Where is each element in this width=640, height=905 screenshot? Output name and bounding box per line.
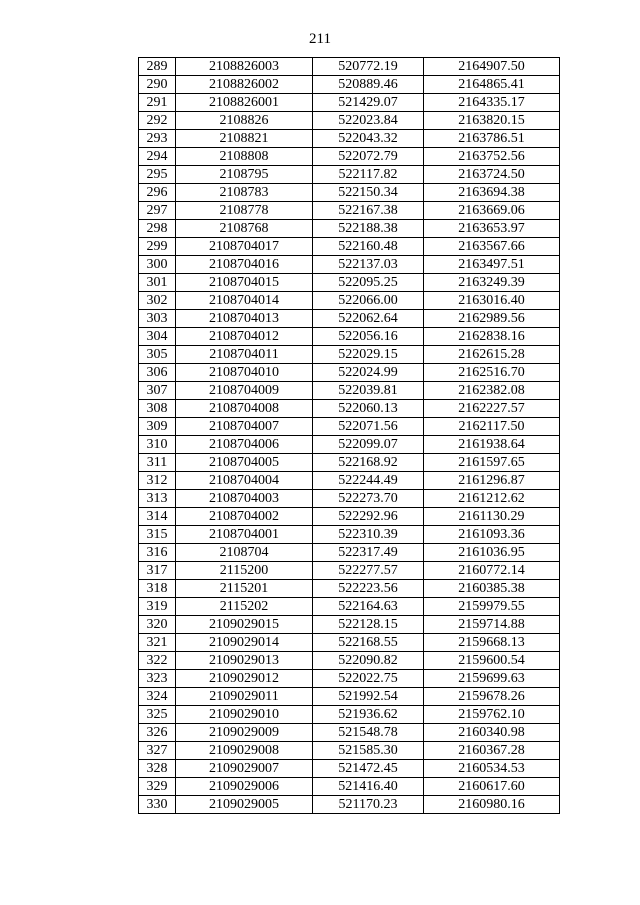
x-coordinate-cell: 522039.81 bbox=[313, 382, 424, 400]
table-row bbox=[139, 220, 560, 238]
row-number-cell: 315 bbox=[139, 526, 176, 544]
table-row bbox=[139, 706, 560, 724]
row-number-cell: 309 bbox=[139, 418, 176, 436]
x-coordinate-cell: 522273.70 bbox=[313, 490, 424, 508]
x-coordinate-cell: 522310.39 bbox=[313, 526, 424, 544]
table-row bbox=[139, 598, 560, 616]
x-coordinate-cell: 522277.57 bbox=[313, 562, 424, 580]
y-coordinate-cell: 2160980.16 bbox=[424, 796, 560, 814]
point-id-cell: 2109029014 bbox=[176, 634, 313, 652]
table-row bbox=[139, 742, 560, 760]
row-number-cell: 322 bbox=[139, 652, 176, 670]
x-coordinate-cell: 521429.07 bbox=[313, 94, 424, 112]
x-coordinate-cell: 522244.49 bbox=[313, 472, 424, 490]
coordinates-table bbox=[138, 57, 560, 814]
point-id-cell: 2108704010 bbox=[176, 364, 313, 382]
row-number-cell: 313 bbox=[139, 490, 176, 508]
y-coordinate-cell: 2162227.57 bbox=[424, 400, 560, 418]
point-id-cell: 2109029010 bbox=[176, 706, 313, 724]
row-number-cell: 314 bbox=[139, 508, 176, 526]
row-number-cell: 317 bbox=[139, 562, 176, 580]
row-number-cell: 323 bbox=[139, 670, 176, 688]
row-number-cell: 327 bbox=[139, 742, 176, 760]
y-coordinate-cell: 2163567.66 bbox=[424, 238, 560, 256]
point-id-cell: 2108821 bbox=[176, 130, 313, 148]
y-coordinate-cell: 2163752.56 bbox=[424, 148, 560, 166]
y-coordinate-cell: 2159600.54 bbox=[424, 652, 560, 670]
table-row bbox=[139, 256, 560, 274]
row-number-cell: 318 bbox=[139, 580, 176, 598]
x-coordinate-cell: 522317.49 bbox=[313, 544, 424, 562]
row-number-cell: 305 bbox=[139, 346, 176, 364]
table-row bbox=[139, 130, 560, 148]
y-coordinate-cell: 2159699.63 bbox=[424, 670, 560, 688]
table-row bbox=[139, 346, 560, 364]
row-number-cell: 325 bbox=[139, 706, 176, 724]
row-number-cell: 294 bbox=[139, 148, 176, 166]
point-id-cell: 2109029015 bbox=[176, 616, 313, 634]
x-coordinate-cell: 522167.38 bbox=[313, 202, 424, 220]
point-id-cell: 2115201 bbox=[176, 580, 313, 598]
table-row bbox=[139, 670, 560, 688]
point-id-cell: 2108704006 bbox=[176, 436, 313, 454]
point-id-cell: 2108704014 bbox=[176, 292, 313, 310]
row-number-cell: 307 bbox=[139, 382, 176, 400]
row-number-cell: 319 bbox=[139, 598, 176, 616]
row-number-cell: 308 bbox=[139, 400, 176, 418]
x-coordinate-cell: 520772.19 bbox=[313, 58, 424, 76]
x-coordinate-cell: 522023.84 bbox=[313, 112, 424, 130]
y-coordinate-cell: 2163724.50 bbox=[424, 166, 560, 184]
point-id-cell: 2108768 bbox=[176, 220, 313, 238]
row-number-cell: 292 bbox=[139, 112, 176, 130]
y-coordinate-cell: 2162117.50 bbox=[424, 418, 560, 436]
x-coordinate-cell: 522137.03 bbox=[313, 256, 424, 274]
point-id-cell: 2108826 bbox=[176, 112, 313, 130]
row-number-cell: 306 bbox=[139, 364, 176, 382]
point-id-cell: 2108778 bbox=[176, 202, 313, 220]
x-coordinate-cell: 522056.16 bbox=[313, 328, 424, 346]
point-id-cell: 2108704015 bbox=[176, 274, 313, 292]
row-number-cell: 310 bbox=[139, 436, 176, 454]
x-coordinate-cell: 520889.46 bbox=[313, 76, 424, 94]
y-coordinate-cell: 2160340.98 bbox=[424, 724, 560, 742]
y-coordinate-cell: 2162615.28 bbox=[424, 346, 560, 364]
y-coordinate-cell: 2163694.38 bbox=[424, 184, 560, 202]
y-coordinate-cell: 2159668.13 bbox=[424, 634, 560, 652]
point-id-cell: 2108826003 bbox=[176, 58, 313, 76]
point-id-cell: 2109029006 bbox=[176, 778, 313, 796]
table-row bbox=[139, 778, 560, 796]
point-id-cell: 2108704001 bbox=[176, 526, 313, 544]
point-id-cell: 2109029005 bbox=[176, 796, 313, 814]
y-coordinate-cell: 2161212.62 bbox=[424, 490, 560, 508]
x-coordinate-cell: 522071.56 bbox=[313, 418, 424, 436]
y-coordinate-cell: 2159979.55 bbox=[424, 598, 560, 616]
y-coordinate-cell: 2163820.15 bbox=[424, 112, 560, 130]
row-number-cell: 298 bbox=[139, 220, 176, 238]
point-id-cell: 2109029013 bbox=[176, 652, 313, 670]
page-number: 211 bbox=[309, 31, 331, 47]
point-id-cell: 2109029009 bbox=[176, 724, 313, 742]
point-id-cell: 2115202 bbox=[176, 598, 313, 616]
y-coordinate-cell: 2163786.51 bbox=[424, 130, 560, 148]
y-coordinate-cell: 2164907.50 bbox=[424, 58, 560, 76]
point-id-cell: 2108704007 bbox=[176, 418, 313, 436]
table-row bbox=[139, 562, 560, 580]
x-coordinate-cell: 522066.00 bbox=[313, 292, 424, 310]
x-coordinate-cell: 521936.62 bbox=[313, 706, 424, 724]
table-row bbox=[139, 634, 560, 652]
row-number-cell: 324 bbox=[139, 688, 176, 706]
x-coordinate-cell: 522095.25 bbox=[313, 274, 424, 292]
table-row bbox=[139, 238, 560, 256]
x-coordinate-cell: 521585.30 bbox=[313, 742, 424, 760]
point-id-cell: 2108808 bbox=[176, 148, 313, 166]
y-coordinate-cell: 2159714.88 bbox=[424, 616, 560, 634]
point-id-cell: 2108704 bbox=[176, 544, 313, 562]
point-id-cell: 2108704016 bbox=[176, 256, 313, 274]
x-coordinate-cell: 522062.64 bbox=[313, 310, 424, 328]
point-id-cell: 2108704004 bbox=[176, 472, 313, 490]
row-number-cell: 291 bbox=[139, 94, 176, 112]
table-body bbox=[139, 58, 560, 814]
point-id-cell: 2109029012 bbox=[176, 670, 313, 688]
point-id-cell: 2108704011 bbox=[176, 346, 313, 364]
table-row bbox=[139, 382, 560, 400]
y-coordinate-cell: 2162516.70 bbox=[424, 364, 560, 382]
x-coordinate-cell: 522117.82 bbox=[313, 166, 424, 184]
table-row bbox=[139, 148, 560, 166]
x-coordinate-cell: 522150.34 bbox=[313, 184, 424, 202]
table-row bbox=[139, 58, 560, 76]
point-id-cell: 2108826002 bbox=[176, 76, 313, 94]
point-id-cell: 2108783 bbox=[176, 184, 313, 202]
point-id-cell: 2108704005 bbox=[176, 454, 313, 472]
point-id-cell: 2109029011 bbox=[176, 688, 313, 706]
row-number-cell: 320 bbox=[139, 616, 176, 634]
table-row bbox=[139, 688, 560, 706]
row-number-cell: 326 bbox=[139, 724, 176, 742]
y-coordinate-cell: 2164865.41 bbox=[424, 76, 560, 94]
table-row bbox=[139, 166, 560, 184]
row-number-cell: 329 bbox=[139, 778, 176, 796]
row-number-cell: 304 bbox=[139, 328, 176, 346]
point-id-cell: 2108704003 bbox=[176, 490, 313, 508]
y-coordinate-cell: 2159678.26 bbox=[424, 688, 560, 706]
table-row bbox=[139, 544, 560, 562]
y-coordinate-cell: 2160534.53 bbox=[424, 760, 560, 778]
x-coordinate-cell: 521548.78 bbox=[313, 724, 424, 742]
table-row bbox=[139, 328, 560, 346]
point-id-cell: 2108704017 bbox=[176, 238, 313, 256]
y-coordinate-cell: 2161597.65 bbox=[424, 454, 560, 472]
table-row bbox=[139, 400, 560, 418]
table-row bbox=[139, 310, 560, 328]
table-row bbox=[139, 526, 560, 544]
row-number-cell: 302 bbox=[139, 292, 176, 310]
point-id-cell: 2108704008 bbox=[176, 400, 313, 418]
y-coordinate-cell: 2162989.56 bbox=[424, 310, 560, 328]
point-id-cell: 2108704002 bbox=[176, 508, 313, 526]
table-row bbox=[139, 112, 560, 130]
y-coordinate-cell: 2159762.10 bbox=[424, 706, 560, 724]
row-number-cell: 299 bbox=[139, 238, 176, 256]
y-coordinate-cell: 2160617.60 bbox=[424, 778, 560, 796]
y-coordinate-cell: 2164335.17 bbox=[424, 94, 560, 112]
table-row bbox=[139, 508, 560, 526]
table-row bbox=[139, 436, 560, 454]
y-coordinate-cell: 2163669.06 bbox=[424, 202, 560, 220]
y-coordinate-cell: 2163653.97 bbox=[424, 220, 560, 238]
y-coordinate-cell: 2160367.28 bbox=[424, 742, 560, 760]
row-number-cell: 316 bbox=[139, 544, 176, 562]
x-coordinate-cell: 522024.99 bbox=[313, 364, 424, 382]
point-id-cell: 2108704009 bbox=[176, 382, 313, 400]
point-id-cell: 2108795 bbox=[176, 166, 313, 184]
row-number-cell: 312 bbox=[139, 472, 176, 490]
y-coordinate-cell: 2163016.40 bbox=[424, 292, 560, 310]
x-coordinate-cell: 522043.32 bbox=[313, 130, 424, 148]
table-row bbox=[139, 364, 560, 382]
table-row bbox=[139, 184, 560, 202]
row-number-cell: 301 bbox=[139, 274, 176, 292]
point-id-cell: 2108826001 bbox=[176, 94, 313, 112]
table-row bbox=[139, 472, 560, 490]
y-coordinate-cell: 2160385.38 bbox=[424, 580, 560, 598]
row-number-cell: 297 bbox=[139, 202, 176, 220]
row-number-cell: 289 bbox=[139, 58, 176, 76]
point-id-cell: 2108704012 bbox=[176, 328, 313, 346]
point-id-cell: 2115200 bbox=[176, 562, 313, 580]
y-coordinate-cell: 2160772.14 bbox=[424, 562, 560, 580]
x-coordinate-cell: 521992.54 bbox=[313, 688, 424, 706]
row-number-cell: 311 bbox=[139, 454, 176, 472]
x-coordinate-cell: 522072.79 bbox=[313, 148, 424, 166]
point-id-cell: 2109029007 bbox=[176, 760, 313, 778]
point-id-cell: 2109029008 bbox=[176, 742, 313, 760]
row-number-cell: 290 bbox=[139, 76, 176, 94]
table-row bbox=[139, 94, 560, 112]
row-number-cell: 328 bbox=[139, 760, 176, 778]
row-number-cell: 293 bbox=[139, 130, 176, 148]
row-number-cell: 295 bbox=[139, 166, 176, 184]
y-coordinate-cell: 2161938.64 bbox=[424, 436, 560, 454]
x-coordinate-cell: 522188.38 bbox=[313, 220, 424, 238]
x-coordinate-cell: 522292.96 bbox=[313, 508, 424, 526]
table-row bbox=[139, 796, 560, 814]
table-row bbox=[139, 274, 560, 292]
y-coordinate-cell: 2163249.39 bbox=[424, 274, 560, 292]
y-coordinate-cell: 2162382.08 bbox=[424, 382, 560, 400]
table-row bbox=[139, 292, 560, 310]
x-coordinate-cell: 522223.56 bbox=[313, 580, 424, 598]
table-row bbox=[139, 202, 560, 220]
table-row bbox=[139, 652, 560, 670]
table-row bbox=[139, 418, 560, 436]
x-coordinate-cell: 521416.40 bbox=[313, 778, 424, 796]
x-coordinate-cell: 522029.15 bbox=[313, 346, 424, 364]
y-coordinate-cell: 2161036.95 bbox=[424, 544, 560, 562]
row-number-cell: 321 bbox=[139, 634, 176, 652]
x-coordinate-cell: 522160.48 bbox=[313, 238, 424, 256]
row-number-cell: 300 bbox=[139, 256, 176, 274]
table-row bbox=[139, 724, 560, 742]
table-row bbox=[139, 580, 560, 598]
y-coordinate-cell: 2163497.51 bbox=[424, 256, 560, 274]
x-coordinate-cell: 522090.82 bbox=[313, 652, 424, 670]
point-id-cell: 2108704013 bbox=[176, 310, 313, 328]
x-coordinate-cell: 522168.55 bbox=[313, 634, 424, 652]
row-number-cell: 330 bbox=[139, 796, 176, 814]
x-coordinate-cell: 521472.45 bbox=[313, 760, 424, 778]
x-coordinate-cell: 522099.07 bbox=[313, 436, 424, 454]
x-coordinate-cell: 522128.15 bbox=[313, 616, 424, 634]
table-row bbox=[139, 76, 560, 94]
x-coordinate-cell: 522168.92 bbox=[313, 454, 424, 472]
x-coordinate-cell: 522022.75 bbox=[313, 670, 424, 688]
row-number-cell: 296 bbox=[139, 184, 176, 202]
x-coordinate-cell: 521170.23 bbox=[313, 796, 424, 814]
y-coordinate-cell: 2161093.36 bbox=[424, 526, 560, 544]
y-coordinate-cell: 2161130.29 bbox=[424, 508, 560, 526]
table-row bbox=[139, 490, 560, 508]
table-row bbox=[139, 454, 560, 472]
y-coordinate-cell: 2161296.87 bbox=[424, 472, 560, 490]
x-coordinate-cell: 522060.13 bbox=[313, 400, 424, 418]
y-coordinate-cell: 2162838.16 bbox=[424, 328, 560, 346]
table-row bbox=[139, 616, 560, 634]
table-row bbox=[139, 760, 560, 778]
row-number-cell: 303 bbox=[139, 310, 176, 328]
x-coordinate-cell: 522164.63 bbox=[313, 598, 424, 616]
